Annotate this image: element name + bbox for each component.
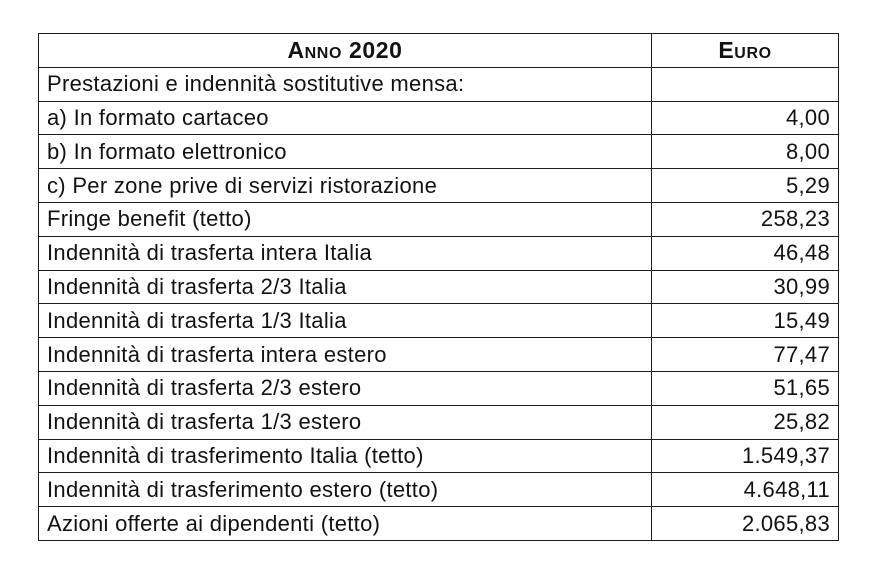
table-row — [39, 338, 839, 372]
header-euro: Euro — [652, 34, 839, 68]
row-label: Indennità di trasferta 2/3 Italia — [39, 270, 652, 304]
table-row — [39, 439, 839, 473]
row-value: 5,29 — [652, 169, 839, 203]
row-value — [652, 67, 839, 101]
table-row — [39, 67, 839, 101]
row-label: b) In formato elettronico — [39, 135, 652, 169]
table-row — [39, 135, 839, 169]
table-body — [39, 67, 839, 540]
row-label: Indennità di trasferimento Italia (tetto) — [39, 439, 652, 473]
table-header-row — [39, 34, 839, 68]
table-row — [39, 101, 839, 135]
table-row — [39, 169, 839, 203]
table-row — [39, 507, 839, 541]
row-value: 258,23 — [652, 202, 839, 236]
row-label: Indennità di trasferta intera Italia — [39, 236, 652, 270]
table-row — [39, 202, 839, 236]
row-value: 4.648,11 — [652, 473, 839, 507]
table-head — [39, 34, 839, 68]
row-value: 30,99 — [652, 270, 839, 304]
rates-table — [38, 33, 839, 541]
row-value: 8,00 — [652, 135, 839, 169]
row-label: c) Per zone prive di servizi ristorazione — [39, 169, 652, 203]
row-label: Indennità di trasferta 2/3 estero — [39, 371, 652, 405]
table-row — [39, 405, 839, 439]
row-label: Prestazioni e indennità sostitutive mensa: — [39, 67, 652, 101]
row-label: Azioni offerte ai dipendenti (tetto) — [39, 507, 652, 541]
header-anno-2020: Anno 2020 — [39, 34, 652, 68]
row-value: 1.549,37 — [652, 439, 839, 473]
table-row — [39, 371, 839, 405]
row-label: a) In formato cartaceo — [39, 101, 652, 135]
table-row — [39, 473, 839, 507]
table-row — [39, 270, 839, 304]
row-label: Indennità di trasferimento estero (tetto) — [39, 473, 652, 507]
row-label: Fringe benefit (tetto) — [39, 202, 652, 236]
row-value: 2.065,83 — [652, 507, 839, 541]
row-label: Indennità di trasferta 1/3 estero — [39, 405, 652, 439]
row-value: 77,47 — [652, 338, 839, 372]
row-value: 15,49 — [652, 304, 839, 338]
row-value: 46,48 — [652, 236, 839, 270]
table-row — [39, 304, 839, 338]
row-label: Indennità di trasferta 1/3 Italia — [39, 304, 652, 338]
table-row — [39, 236, 839, 270]
row-value: 4,00 — [652, 101, 839, 135]
row-label: Indennità di trasferta intera estero — [39, 338, 652, 372]
row-value: 51,65 — [652, 371, 839, 405]
row-value: 25,82 — [652, 405, 839, 439]
